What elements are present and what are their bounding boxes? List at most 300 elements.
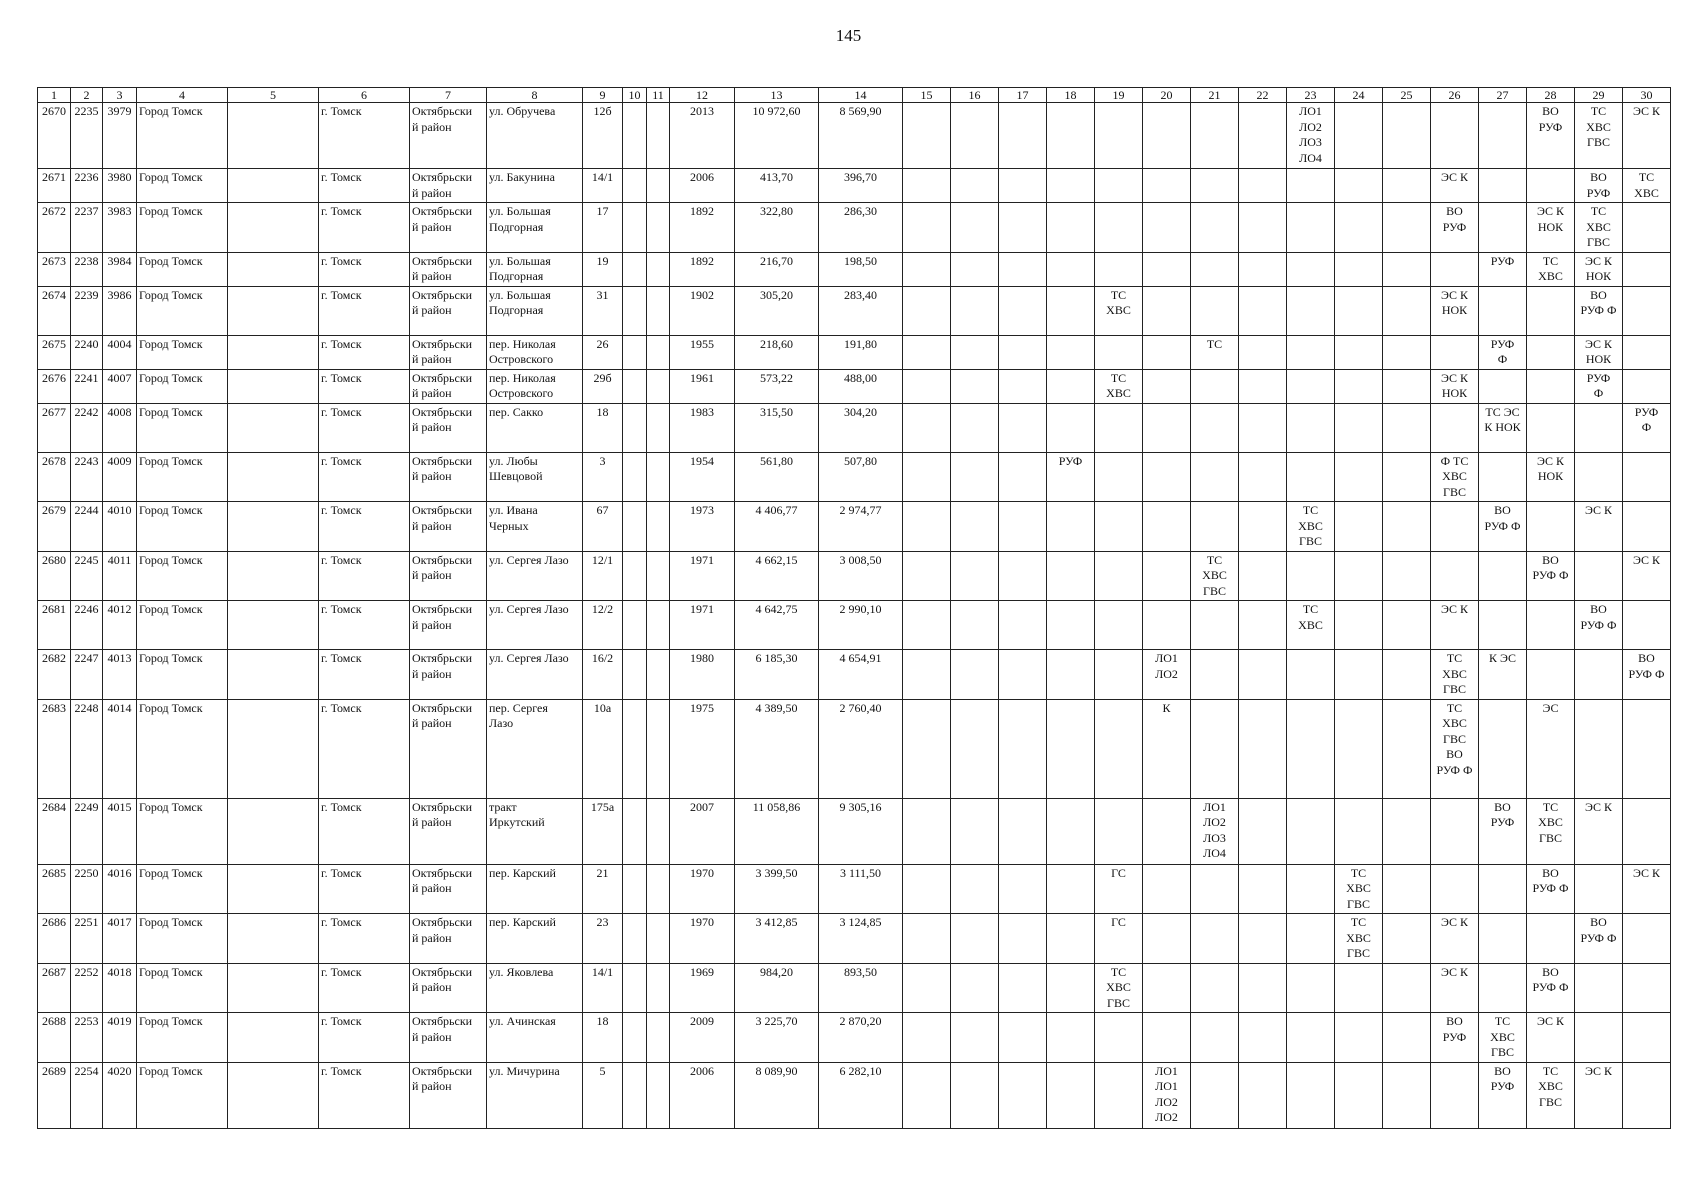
table-cell: [1383, 286, 1431, 335]
table-cell: [228, 864, 319, 914]
table-cell: [1527, 601, 1575, 650]
table-cell: 5: [583, 1062, 623, 1128]
table-cell: [1047, 203, 1095, 253]
table-cell: [951, 286, 999, 335]
table-cell: [1383, 203, 1431, 253]
table-cell: [1623, 335, 1671, 369]
table-cell: [1623, 203, 1671, 253]
table-cell: [903, 798, 951, 864]
table-cell: ТС ХВС ГВС: [1095, 963, 1143, 1013]
table-cell: [647, 864, 670, 914]
column-number-header: 10: [623, 88, 647, 103]
table-cell: [1191, 103, 1239, 169]
table-cell: ТС ЭС К НОК: [1479, 403, 1527, 452]
table-cell: ЭС К НОК: [1575, 252, 1623, 286]
table-cell: [1335, 169, 1383, 203]
table-row: [38, 286, 1671, 335]
table-cell: Октябрьски й район: [410, 798, 487, 864]
table-cell: [951, 963, 999, 1013]
table-cell: [1239, 452, 1287, 502]
table-cell: [228, 601, 319, 650]
table-cell: [951, 601, 999, 650]
table-cell: 4013: [103, 650, 137, 700]
table-cell: [647, 252, 670, 286]
table-cell: [1431, 103, 1479, 169]
table-cell: [623, 699, 647, 798]
table-cell: 4016: [103, 864, 137, 914]
table-cell: 2006: [670, 169, 735, 203]
table-cell: 2678: [38, 452, 71, 502]
table-cell: [1143, 502, 1191, 552]
table-cell: [1623, 369, 1671, 403]
table-cell: ЭС К: [1575, 1062, 1623, 1128]
table-cell: пер. Карский: [487, 914, 583, 964]
table-cell: г. Томск: [319, 203, 410, 253]
table-cell: ул. Бакунина: [487, 169, 583, 203]
table-cell: [1239, 1013, 1287, 1063]
table-cell: 4010: [103, 502, 137, 552]
table-cell: [1335, 103, 1383, 169]
table-cell: [1239, 1062, 1287, 1128]
table-cell: [1047, 169, 1095, 203]
table-cell: ЭС К: [1623, 551, 1671, 601]
table-row: [38, 369, 1671, 403]
table-cell: г. Томск: [319, 502, 410, 552]
table-cell: Город Томск: [137, 650, 228, 700]
table-cell: 1892: [670, 203, 735, 253]
table-cell: Город Томск: [137, 452, 228, 502]
table-cell: 4012: [103, 601, 137, 650]
table-cell: [1239, 864, 1287, 914]
column-number-header: 18: [1047, 88, 1095, 103]
table-cell: [1095, 169, 1143, 203]
table-cell: Октябрьски й район: [410, 864, 487, 914]
table-cell: [1479, 601, 1527, 650]
table-cell: пер. Сакко: [487, 403, 583, 452]
table-cell: ЛО1 ЛО2: [1143, 650, 1191, 700]
table-cell: [951, 1013, 999, 1063]
table-cell: РУФ: [1047, 452, 1095, 502]
table-cell: [1335, 286, 1383, 335]
table-cell: 2 870,20: [819, 1013, 903, 1063]
table-cell: [1479, 914, 1527, 964]
column-number-header: 13: [735, 88, 819, 103]
column-number-header: 7: [410, 88, 487, 103]
table-cell: 10а: [583, 699, 623, 798]
table-cell: Октябрьски й район: [410, 551, 487, 601]
table-cell: [228, 699, 319, 798]
table-cell: [623, 403, 647, 452]
table-cell: [623, 252, 647, 286]
table-cell: [1095, 103, 1143, 169]
table-row: [38, 551, 1671, 601]
table-cell: [228, 551, 319, 601]
table-cell: г. Томск: [319, 551, 410, 601]
table-cell: [903, 699, 951, 798]
table-cell: [1239, 650, 1287, 700]
table-cell: 12/2: [583, 601, 623, 650]
table-cell: [1383, 864, 1431, 914]
table-cell: г. Томск: [319, 403, 410, 452]
table-cell: РУФ Ф: [1575, 369, 1623, 403]
table-cell: [1191, 252, 1239, 286]
table-cell: [1287, 1013, 1335, 1063]
table-cell: 4011: [103, 551, 137, 601]
table-cell: 2674: [38, 286, 71, 335]
table-cell: [1383, 699, 1431, 798]
column-number-header: 26: [1431, 88, 1479, 103]
table-cell: [999, 1062, 1047, 1128]
table-cell: [228, 1062, 319, 1128]
table-cell: г. Томск: [319, 1013, 410, 1063]
table-cell: ЭС К: [1431, 914, 1479, 964]
table-cell: [1143, 864, 1191, 914]
table-cell: [1239, 252, 1287, 286]
table-cell: ул. Сергея Лазо: [487, 551, 583, 601]
table-cell: [623, 203, 647, 253]
table-cell: ВО РУФ: [1527, 103, 1575, 169]
table-cell: [1287, 914, 1335, 964]
table-cell: [1527, 335, 1575, 369]
table-cell: 507,80: [819, 452, 903, 502]
table-cell: Октябрьски й район: [410, 103, 487, 169]
table-cell: [999, 369, 1047, 403]
table-cell: [1143, 203, 1191, 253]
table-cell: пер. Николая Островского: [487, 335, 583, 369]
table-cell: ТС ХВС: [1287, 601, 1335, 650]
table-cell: Город Томск: [137, 252, 228, 286]
table-cell: [1047, 864, 1095, 914]
table-cell: [1047, 103, 1095, 169]
table-cell: [903, 650, 951, 700]
table-cell: [1191, 1062, 1239, 1128]
table-cell: [1047, 798, 1095, 864]
table-cell: [1383, 335, 1431, 369]
table-cell: Октябрьски й район: [410, 1013, 487, 1063]
table-cell: [228, 169, 319, 203]
table-cell: [647, 203, 670, 253]
table-cell: 17: [583, 203, 623, 253]
table-cell: ТС ХВС ГВС: [1575, 203, 1623, 253]
table-cell: [1479, 103, 1527, 169]
table-cell: 4020: [103, 1062, 137, 1128]
table-cell: 2685: [38, 864, 71, 914]
table-cell: [1047, 502, 1095, 552]
table-cell: РУФ Ф: [1479, 335, 1527, 369]
table-cell: 2243: [71, 452, 103, 502]
table-cell: [1191, 914, 1239, 964]
table-cell: 4015: [103, 798, 137, 864]
table-cell: [647, 798, 670, 864]
table-cell: 2009: [670, 1013, 735, 1063]
table-cell: пер. Николая Островского: [487, 369, 583, 403]
column-number-header: 27: [1479, 88, 1527, 103]
table-cell: 67: [583, 502, 623, 552]
table-cell: [1479, 286, 1527, 335]
table-cell: [1143, 914, 1191, 964]
table-cell: ВО РУФ: [1479, 1062, 1527, 1128]
table-cell: ВО РУФ: [1431, 1013, 1479, 1063]
table-cell: ул. Сергея Лазо: [487, 650, 583, 700]
table-cell: [647, 914, 670, 964]
table-cell: [999, 650, 1047, 700]
table-cell: 1975: [670, 699, 735, 798]
table-cell: 3 008,50: [819, 551, 903, 601]
table-cell: [228, 650, 319, 700]
table-cell: [1623, 963, 1671, 1013]
table-cell: [951, 1062, 999, 1128]
table-cell: [1095, 699, 1143, 798]
table-cell: 2241: [71, 369, 103, 403]
table-cell: 2675: [38, 335, 71, 369]
column-number-header: 2: [71, 88, 103, 103]
table-cell: 2247: [71, 650, 103, 700]
table-cell: [647, 1062, 670, 1128]
table-cell: ЛО1 ЛО2 ЛО3 ЛО4: [1191, 798, 1239, 864]
table-row: [38, 452, 1671, 502]
table-cell: г. Томск: [319, 601, 410, 650]
table-cell: 10 972,60: [735, 103, 819, 169]
column-number-header: 14: [819, 88, 903, 103]
table-cell: ТС ХВС ГВС: [1479, 1013, 1527, 1063]
table-cell: 29б: [583, 369, 623, 403]
table-cell: Город Томск: [137, 864, 228, 914]
table-cell: [623, 502, 647, 552]
table-cell: [999, 551, 1047, 601]
table-cell: Октябрьски й район: [410, 963, 487, 1013]
table-cell: Город Томск: [137, 369, 228, 403]
table-cell: [1479, 551, 1527, 601]
table-cell: [1191, 864, 1239, 914]
table-cell: [903, 369, 951, 403]
table-cell: 893,50: [819, 963, 903, 1013]
table-cell: ЛО1 ЛО2 ЛО3 ЛО4: [1287, 103, 1335, 169]
table-cell: [903, 403, 951, 452]
table-cell: [623, 601, 647, 650]
table-cell: 1971: [670, 551, 735, 601]
table-cell: [1623, 502, 1671, 552]
table-row: [38, 798, 1671, 864]
table-cell: [999, 914, 1047, 964]
registry-table: [37, 87, 1671, 1129]
table-row: [38, 403, 1671, 452]
table-cell: [1191, 403, 1239, 452]
table-cell: 19: [583, 252, 623, 286]
table-row: [38, 601, 1671, 650]
table-cell: [228, 963, 319, 1013]
table-cell: 2244: [71, 502, 103, 552]
table-cell: 3 225,70: [735, 1013, 819, 1063]
table-cell: [623, 169, 647, 203]
table-cell: 3979: [103, 103, 137, 169]
table-cell: ВО РУФ Ф: [1527, 551, 1575, 601]
table-cell: [1431, 335, 1479, 369]
table-cell: 573,22: [735, 369, 819, 403]
table-cell: [1431, 403, 1479, 452]
table-cell: [1527, 650, 1575, 700]
table-cell: [1191, 452, 1239, 502]
table-cell: Ф ТС ХВС ГВС: [1431, 452, 1479, 502]
table-cell: [903, 502, 951, 552]
table-cell: Октябрьски й район: [410, 252, 487, 286]
table-cell: [1335, 335, 1383, 369]
table-cell: [951, 502, 999, 552]
table-cell: Октябрьски й район: [410, 502, 487, 552]
table-cell: [228, 502, 319, 552]
table-cell: 2682: [38, 650, 71, 700]
table-cell: Октябрьски й район: [410, 601, 487, 650]
table-cell: [623, 452, 647, 502]
table-cell: ВО РУФ Ф: [1575, 914, 1623, 964]
table-cell: 14/1: [583, 169, 623, 203]
table-cell: 2688: [38, 1013, 71, 1063]
table-cell: ТС ХВС ГВС: [1527, 798, 1575, 864]
table-cell: [1335, 1062, 1383, 1128]
table-row: [38, 914, 1671, 964]
table-cell: [1239, 403, 1287, 452]
table-cell: [1239, 699, 1287, 798]
table-cell: [1095, 203, 1143, 253]
table-cell: [1383, 103, 1431, 169]
table-cell: ГС: [1095, 914, 1143, 964]
table-cell: ул. Ачинская: [487, 1013, 583, 1063]
table-cell: [903, 551, 951, 601]
table-cell: 2251: [71, 914, 103, 964]
table-cell: 9 305,16: [819, 798, 903, 864]
table-cell: Город Томск: [137, 699, 228, 798]
table-cell: 2240: [71, 335, 103, 369]
table-cell: 3983: [103, 203, 137, 253]
table-cell: Октябрьски й район: [410, 1062, 487, 1128]
table-cell: 305,20: [735, 286, 819, 335]
table-cell: ул. Мичурина: [487, 1062, 583, 1128]
table-cell: [1239, 551, 1287, 601]
table-cell: [1383, 403, 1431, 452]
table-cell: [1383, 551, 1431, 601]
table-cell: [1191, 502, 1239, 552]
table-cell: [1287, 452, 1335, 502]
table-cell: [1143, 452, 1191, 502]
table-cell: Октябрьски й район: [410, 369, 487, 403]
table-cell: [1239, 103, 1287, 169]
table-cell: [951, 551, 999, 601]
table-cell: [1047, 286, 1095, 335]
table-cell: [623, 286, 647, 335]
table-cell: [1095, 1013, 1143, 1063]
table-cell: [903, 169, 951, 203]
table-cell: [903, 252, 951, 286]
table-cell: [903, 335, 951, 369]
table-cell: [1479, 452, 1527, 502]
table-cell: 218,60: [735, 335, 819, 369]
table-cell: [1383, 798, 1431, 864]
table-row: [38, 864, 1671, 914]
table-cell: [623, 650, 647, 700]
table-cell: 1970: [670, 864, 735, 914]
table-cell: Октябрьски й район: [410, 203, 487, 253]
table-cell: ЭС К НОК: [1431, 286, 1479, 335]
table-cell: 1969: [670, 963, 735, 1013]
table-cell: [1143, 601, 1191, 650]
table-cell: Город Томск: [137, 169, 228, 203]
table-cell: [1143, 169, 1191, 203]
table-cell: [999, 699, 1047, 798]
table-cell: ЭС К: [1623, 864, 1671, 914]
table-cell: 2689: [38, 1062, 71, 1128]
table-cell: ул. Большая Подгорная: [487, 252, 583, 286]
table-cell: [951, 169, 999, 203]
table-cell: [1191, 1013, 1239, 1063]
table-cell: 2 760,40: [819, 699, 903, 798]
table-cell: ГС: [1095, 864, 1143, 914]
column-number-header: 28: [1527, 88, 1575, 103]
table-cell: [1527, 502, 1575, 552]
table-cell: 3986: [103, 286, 137, 335]
table-cell: [999, 252, 1047, 286]
table-cell: [1527, 286, 1575, 335]
table-cell: 4007: [103, 369, 137, 403]
table-cell: Город Томск: [137, 203, 228, 253]
table-cell: 488,00: [819, 369, 903, 403]
table-cell: 2 974,77: [819, 502, 903, 552]
table-cell: [1287, 963, 1335, 1013]
table-cell: 2 990,10: [819, 601, 903, 650]
table-cell: 2253: [71, 1013, 103, 1063]
table-cell: [999, 335, 1047, 369]
table-cell: ВО РУФ: [1431, 203, 1479, 253]
table-cell: ТС ХВС ГВС ВО РУФ Ф: [1431, 699, 1479, 798]
table-cell: 2671: [38, 169, 71, 203]
table-cell: [999, 601, 1047, 650]
table-cell: [1431, 551, 1479, 601]
table-cell: ЛО1 ЛО1 ЛО2 ЛО2: [1143, 1062, 1191, 1128]
table-cell: 2007: [670, 798, 735, 864]
table-cell: [951, 369, 999, 403]
table-cell: РУФ: [1479, 252, 1527, 286]
table-cell: 2006: [670, 1062, 735, 1128]
table-cell: [1575, 452, 1623, 502]
table-cell: [951, 452, 999, 502]
table-cell: 2248: [71, 699, 103, 798]
table-cell: 23: [583, 914, 623, 964]
table-cell: [1623, 601, 1671, 650]
table-cell: [1239, 203, 1287, 253]
table-cell: ТС ХВС: [1095, 369, 1143, 403]
table-cell: [1095, 252, 1143, 286]
table-cell: [1287, 864, 1335, 914]
table-cell: 198,50: [819, 252, 903, 286]
table-row: [38, 1062, 1671, 1128]
table-cell: [903, 601, 951, 650]
column-number-header: 17: [999, 88, 1047, 103]
table-row: [38, 335, 1671, 369]
table-cell: [1239, 286, 1287, 335]
table-cell: [1383, 914, 1431, 964]
table-cell: [1479, 864, 1527, 914]
table-cell: ВО РУФ: [1479, 798, 1527, 864]
table-cell: г. Томск: [319, 864, 410, 914]
table-cell: [1239, 798, 1287, 864]
table-cell: [1383, 252, 1431, 286]
table-cell: [1527, 403, 1575, 452]
table-cell: [903, 914, 951, 964]
table-cell: Город Томск: [137, 286, 228, 335]
table-cell: 3984: [103, 252, 137, 286]
table-cell: [1335, 699, 1383, 798]
table-cell: 2239: [71, 286, 103, 335]
table-cell: [1479, 963, 1527, 1013]
table-cell: [647, 963, 670, 1013]
